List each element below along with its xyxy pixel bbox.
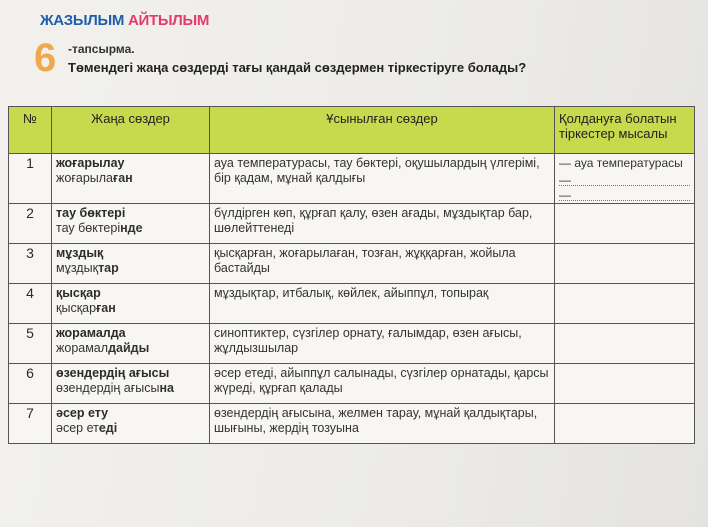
- table-row: [9, 244, 695, 284]
- task-number: 6: [34, 36, 57, 80]
- new-word: қысқар: [56, 286, 101, 300]
- derived-suffix: нде: [120, 221, 143, 235]
- new-word-cell: [52, 244, 210, 284]
- header-new-words: Жаңа сөздер: [52, 107, 210, 154]
- derived-stem: мұздық: [56, 261, 99, 275]
- row-number: 1: [9, 154, 52, 204]
- derived-suffix: ған: [96, 301, 116, 315]
- example-cell: [555, 324, 695, 364]
- suggested-words-cell: мұздықтар, итбалық, көйлек, айыппұл, топырақ: [210, 284, 555, 324]
- new-word: өзендердің ағысы: [56, 366, 170, 380]
- suggested-words-cell: қысқарған, жоғарылаған, тозған, жұққарған, жойыла бастайды: [210, 244, 555, 284]
- example-cell: [555, 244, 695, 284]
- derived-form: [56, 221, 205, 236]
- vocabulary-table: [8, 106, 695, 444]
- blank-line: —: [559, 173, 690, 186]
- derived-stem: өзендердің ағысы: [56, 381, 160, 395]
- section-title-speaking: АЙТЫЛЫМ: [127, 12, 210, 29]
- suggested-words-cell: әсер етеді, айыппұл салынады, сүзгілер орнатады, қарсы жүреді, құрғап қалады: [210, 364, 555, 404]
- section-title: [40, 12, 209, 29]
- derived-suffix: ған: [113, 171, 133, 185]
- header-number: №: [9, 107, 52, 154]
- suggested-words-cell: бүлдірген көп, құрғап қалу, өзен ағады, мұздықтар бар, шөлейттенеді: [210, 204, 555, 244]
- new-word-cell: [52, 404, 210, 444]
- blank-line: —: [559, 188, 690, 201]
- table-row: [9, 324, 695, 364]
- header-examples: Қолдануға болатын тіркестер мысалы: [555, 107, 695, 154]
- example-cell: [555, 404, 695, 444]
- task-instruction: Төмендегі жаңа сөздерді тағы қандай сөздермен тіркестіруге болады?: [68, 60, 527, 75]
- derived-form: [56, 171, 205, 186]
- table-row: [9, 284, 695, 324]
- row-number: 4: [9, 284, 52, 324]
- table-row: [9, 204, 695, 244]
- new-word: тау бөктері: [56, 206, 126, 220]
- example-cell: [555, 284, 695, 324]
- row-number: 2: [9, 204, 52, 244]
- example-cell: [555, 204, 695, 244]
- new-word-cell: [52, 154, 210, 204]
- example-text: — ауа температурасы: [559, 156, 683, 170]
- derived-suffix: тар: [98, 261, 119, 275]
- example-cell: [555, 364, 695, 404]
- new-word: жорамалда: [56, 326, 126, 340]
- derived-suffix: еді: [98, 421, 118, 435]
- new-word-cell: [52, 284, 210, 324]
- example-cell: [555, 154, 695, 204]
- derived-form: [56, 261, 205, 276]
- suggested-words-cell: өзендердің ағысына, желмен тарау, мұнай қалдықтары, шығыны, жердің тозуына: [210, 404, 555, 444]
- section-title-writing: ЖАЗЫЛЫМ: [40, 12, 125, 29]
- suggested-words-cell: синоптиктер, сүзгілер орнату, ғалымдар, өзен ағысы, жұлдызшылар: [210, 324, 555, 364]
- derived-form: [56, 421, 205, 436]
- table-header-row: [9, 107, 695, 154]
- table-row: [9, 364, 695, 404]
- derived-stem: қысқар: [56, 301, 97, 315]
- row-number: 6: [9, 364, 52, 404]
- new-word-cell: [52, 364, 210, 404]
- derived-stem: жоғарыла: [56, 171, 114, 185]
- new-word: жоғарылау: [56, 156, 125, 170]
- row-number: 3: [9, 244, 52, 284]
- suggested-words-cell: ауа температурасы, тау бөктері, оқушылардың үлгерімі, бір қадам, мұнай қалдығы: [210, 154, 555, 204]
- new-word: мұздық: [56, 246, 104, 260]
- derived-stem: жорамал: [56, 341, 109, 355]
- derived-form: [56, 381, 205, 396]
- row-number: 7: [9, 404, 52, 444]
- row-number: 5: [9, 324, 52, 364]
- derived-suffix: дайды: [108, 341, 150, 355]
- derived-stem: әсер ет: [56, 421, 99, 435]
- header-suggested-words: Ұсынылған сөздер: [210, 107, 555, 154]
- derived-form: [56, 341, 205, 356]
- table-row: [9, 154, 695, 204]
- derived-suffix: на: [159, 381, 175, 395]
- task-label: -тапсырма.: [68, 42, 135, 56]
- derived-form: [56, 301, 205, 316]
- new-word-cell: [52, 324, 210, 364]
- new-word: әсер ету: [56, 406, 109, 420]
- derived-stem: тау бөктері: [56, 221, 121, 235]
- new-word-cell: [52, 204, 210, 244]
- table-row: [9, 404, 695, 444]
